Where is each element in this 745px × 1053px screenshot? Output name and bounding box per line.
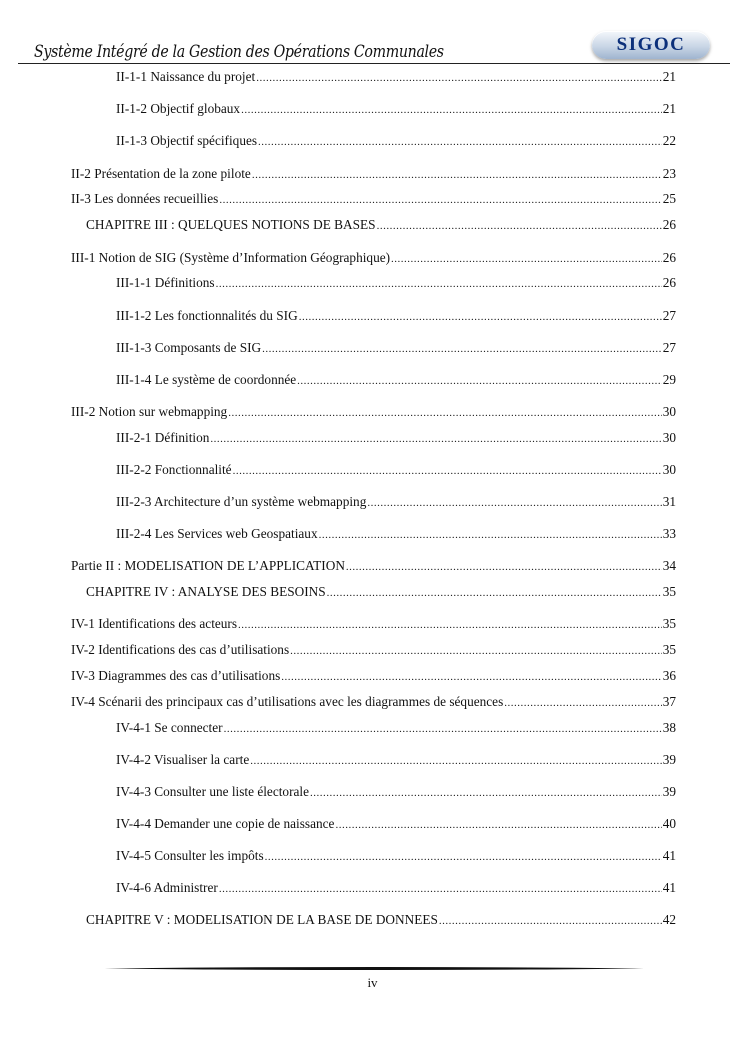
toc-entry-title: IV-4 Scénarii des principaux cas d’utilisations avec les diagrammes de séquences xyxy=(71,694,504,709)
toc-entry[interactable] xyxy=(116,494,676,511)
toc-entry-title: III-2-2 Fonctionnalité xyxy=(116,462,232,477)
toc-entry-page: 23 xyxy=(662,166,676,181)
toc-dot-leader xyxy=(367,495,661,511)
toc-entry-title: II-2 Présentation de la zone pilote xyxy=(71,166,251,181)
toc-entry[interactable] xyxy=(116,69,676,86)
toc-entry-page: 29 xyxy=(662,372,676,387)
toc-entry-title: II-1-3 Objectif spécifiques xyxy=(116,133,258,148)
toc-dot-leader xyxy=(327,585,662,601)
toc-dot-leader xyxy=(310,785,662,801)
toc-entry-title: IV-4-1 Se connecter xyxy=(116,720,223,735)
toc-entry-page: 35 xyxy=(662,616,676,631)
toc-entry[interactable] xyxy=(116,816,676,833)
toc-entry-title: III-1-2 Les fonctionnalités du SIG xyxy=(116,308,298,323)
toc-entry[interactable] xyxy=(116,275,676,292)
toc-dot-leader xyxy=(238,617,662,633)
toc-entry[interactable] xyxy=(86,217,676,234)
toc-entry-page: 30 xyxy=(662,404,676,419)
toc-entry-title: III-1-3 Composants de SIG xyxy=(116,340,262,355)
toc-entry-title: IV-4-6 Administrer xyxy=(116,880,218,895)
toc-dot-leader xyxy=(504,695,661,711)
toc-entry[interactable] xyxy=(116,462,676,479)
toc-entry[interactable] xyxy=(116,880,676,897)
toc-dot-leader xyxy=(210,431,661,447)
toc-entry-page: 26 xyxy=(662,275,676,290)
toc-entry[interactable] xyxy=(71,642,676,659)
toc-entry-page: 21 xyxy=(662,101,676,116)
toc-entry-title: IV-4-3 Consulter une liste électorale xyxy=(116,784,309,799)
header-title: Système Intégré de la Gestion des Opérations Communales xyxy=(34,42,444,61)
toc-entry[interactable] xyxy=(116,372,676,389)
toc-entry[interactable] xyxy=(116,526,676,543)
toc-entry[interactable] xyxy=(71,694,676,711)
toc-dot-leader xyxy=(228,405,661,421)
toc-entry[interactable] xyxy=(116,133,676,150)
toc-dot-leader xyxy=(299,309,662,325)
toc-entry[interactable] xyxy=(116,340,676,357)
toc-entry[interactable] xyxy=(71,250,676,267)
toc-dot-leader xyxy=(319,527,662,543)
toc-entry-page: 38 xyxy=(662,720,676,735)
toc-entry-page: 30 xyxy=(662,462,676,477)
toc-dot-leader xyxy=(241,102,662,118)
toc-entry[interactable] xyxy=(71,558,676,575)
toc-entry-title: CHAPITRE III : QUELQUES NOTIONS DE BASES xyxy=(86,217,376,232)
toc-entry-page: 31 xyxy=(662,494,676,509)
logo-text: SIGOC xyxy=(616,34,686,55)
toc-entry[interactable] xyxy=(116,752,676,769)
toc-entry-title: IV-1 Identifications des acteurs xyxy=(71,616,238,631)
toc-entry-page: 21 xyxy=(662,69,676,84)
toc-dot-leader xyxy=(281,669,661,685)
toc-entry-title: III-2 Notion sur webmapping xyxy=(71,404,228,419)
toc-entry[interactable] xyxy=(71,616,676,633)
toc-entry[interactable] xyxy=(71,166,676,183)
toc-entry-title: II-1-2 Objectif globaux xyxy=(116,101,241,116)
toc-entry-title: II-3 Les données recueillies xyxy=(71,191,219,206)
toc-entry[interactable] xyxy=(71,404,676,421)
toc-dot-leader xyxy=(262,341,662,357)
toc-dot-leader xyxy=(290,643,662,659)
toc-dot-leader xyxy=(439,913,662,929)
toc-entry-title: III-1 Notion de SIG (Système d’Information Géographique) xyxy=(71,250,391,265)
toc-entry-page: 22 xyxy=(662,133,676,148)
toc-dot-leader xyxy=(335,817,661,833)
toc-entry-page: 27 xyxy=(662,308,676,323)
toc-entry[interactable] xyxy=(86,912,676,929)
toc-entry-title: IV-4-5 Consulter les impôts xyxy=(116,848,264,863)
toc-entry-page: 42 xyxy=(662,912,676,927)
toc-entry-page: 40 xyxy=(662,816,676,831)
toc-dot-leader xyxy=(256,70,662,86)
toc-entry-page: 34 xyxy=(662,558,676,573)
toc-entry[interactable] xyxy=(116,430,676,447)
toc-entry-page: 37 xyxy=(662,694,676,709)
toc-entry[interactable] xyxy=(71,668,676,685)
toc-entry-title: III-1-1 Définitions xyxy=(116,275,215,290)
toc-entry[interactable] xyxy=(116,308,676,325)
toc-entry-title: III-1-4 Le système de coordonnée xyxy=(116,372,297,387)
toc-entry-page: 25 xyxy=(662,191,676,206)
toc-dot-leader xyxy=(391,251,662,267)
toc-dot-leader xyxy=(252,167,662,183)
toc-entry[interactable] xyxy=(116,720,676,737)
toc-entry-title: II-1-1 Naissance du projet xyxy=(116,69,256,84)
toc-dot-leader xyxy=(258,134,662,150)
toc-entry[interactable] xyxy=(116,101,676,118)
toc-dot-leader xyxy=(297,373,662,389)
toc-entry-page: 33 xyxy=(662,526,676,541)
toc-entry-title: CHAPITRE IV : ANALYSE DES BESOINS xyxy=(86,584,326,599)
toc-entry-page: 26 xyxy=(662,217,676,232)
toc-dot-leader xyxy=(250,753,661,769)
toc-entry-page: 26 xyxy=(662,250,676,265)
toc-entry-title: III-2-4 Les Services web Geospatiaux xyxy=(116,526,318,541)
footer-divider xyxy=(104,966,644,970)
toc-entry-title: IV-2 Identifications des cas d’utilisations xyxy=(71,642,290,657)
toc-entry-page: 39 xyxy=(662,752,676,767)
toc-dot-leader xyxy=(219,192,661,208)
toc-entry-page: 41 xyxy=(662,880,676,895)
toc-entry[interactable] xyxy=(86,584,676,601)
toc-entry-title: III-2-3 Architecture d’un système webmapping xyxy=(116,494,367,509)
toc-dot-leader xyxy=(219,881,662,897)
toc-entry-page: 41 xyxy=(662,848,676,863)
toc-entry-title: IV-4-2 Visualiser la carte xyxy=(116,752,250,767)
toc-entry[interactable] xyxy=(116,848,676,865)
toc-entry-page: 27 xyxy=(662,340,676,355)
toc-entry-page: 39 xyxy=(662,784,676,799)
toc-entry-page: 35 xyxy=(662,584,676,599)
toc-entry-title: IV-3 Diagrammes des cas d’utilisations xyxy=(71,668,281,683)
toc-dot-leader xyxy=(377,218,662,234)
toc-entry-page: 30 xyxy=(662,430,676,445)
page-number: iv xyxy=(367,975,378,990)
toc-dot-leader xyxy=(265,849,662,865)
toc-entry[interactable] xyxy=(116,784,676,801)
toc-dot-leader xyxy=(346,559,662,575)
toc-entry-page: 36 xyxy=(662,668,676,683)
toc-entry-title: CHAPITRE V : MODELISATION DE LA BASE DE DONNEES xyxy=(86,912,438,927)
toc-entry[interactable] xyxy=(71,191,676,208)
toc-dot-leader xyxy=(216,276,662,292)
toc-entry-title: IV-4-4 Demander une copie de naissance xyxy=(116,816,335,831)
toc-entry-title: III-2-1 Définition xyxy=(116,430,210,445)
toc-entry-page: 35 xyxy=(662,642,676,657)
toc-dot-leader xyxy=(224,721,662,737)
toc-dot-leader xyxy=(233,463,662,479)
toc-entry-title: Partie II : MODELISATION DE L’APPLICATION xyxy=(71,558,345,573)
